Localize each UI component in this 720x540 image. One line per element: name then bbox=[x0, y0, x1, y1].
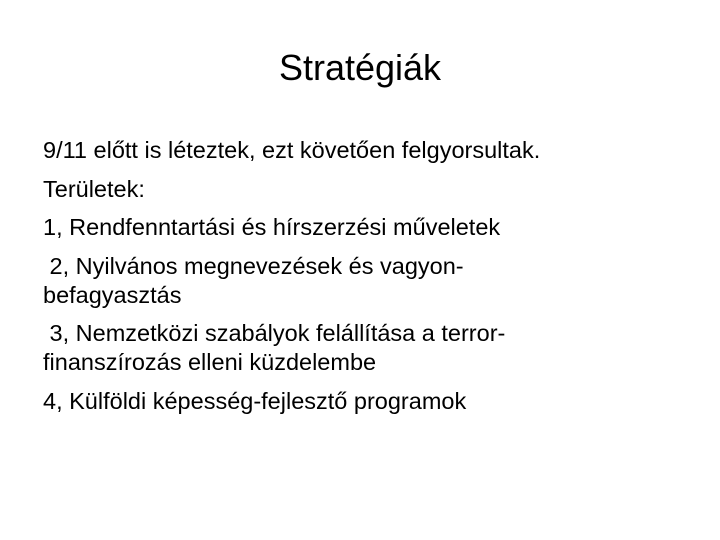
body-line-intro: 9/11 előtt is léteztek, ezt követően felgyorsultak. bbox=[43, 137, 541, 163]
slide-title: Stratégiák bbox=[278, 47, 442, 88]
body-line-item-4: 4, Külföldi képesség-fejlesztő programok bbox=[43, 387, 467, 414]
body-line-areas-heading: Területek: bbox=[43, 175, 145, 202]
body-line-item-2: 2, Nyilvános megnevezések és vagyon- befagyasztás bbox=[43, 252, 464, 308]
slide-body bbox=[43, 136, 693, 425]
body-line-item-1: 1, Rendfenntartási és hírszerzési műveletek bbox=[43, 214, 501, 240]
body-line-item-3: 3, Nemzetközi szabályok felállítása a terror- finanszírozás elleni küzdelembe bbox=[43, 320, 506, 375]
